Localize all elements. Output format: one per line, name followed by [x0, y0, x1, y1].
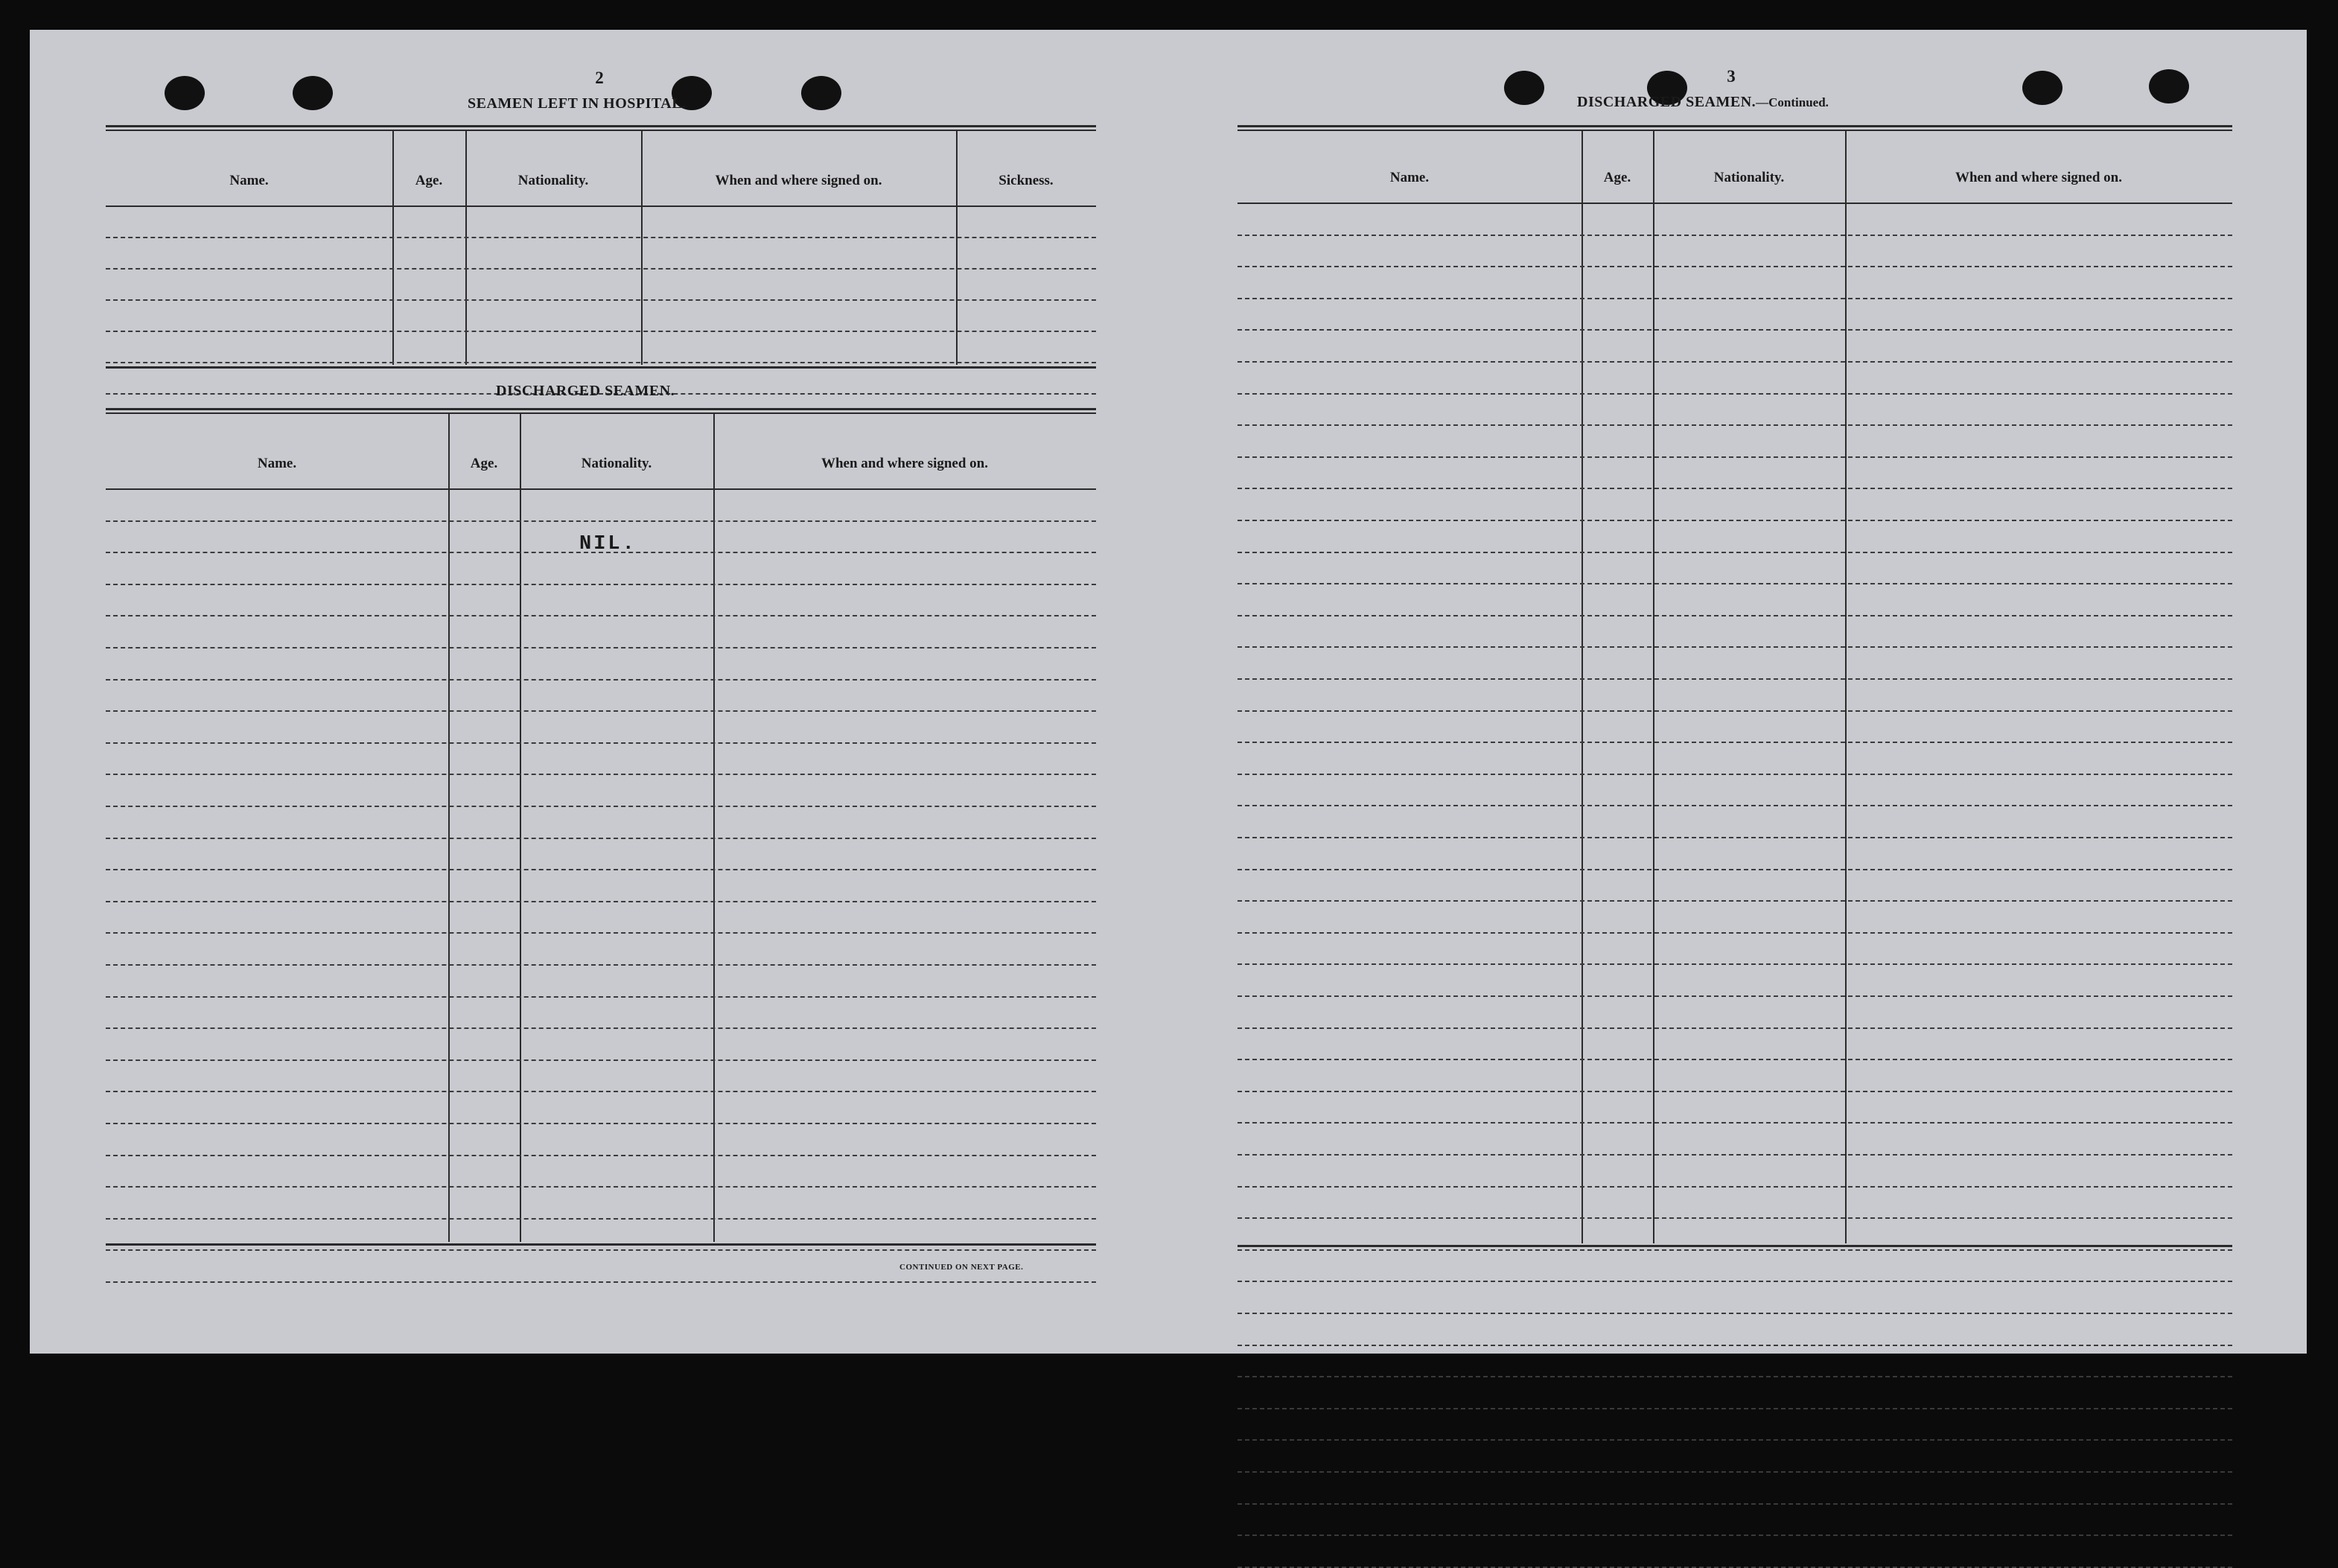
ruled-line — [1238, 678, 2232, 680]
ruled-line — [1238, 1313, 2232, 1314]
ruled-line — [1238, 424, 2232, 426]
ruled-line — [1238, 1027, 2232, 1029]
page-number: 3 — [1727, 67, 1736, 86]
punch-hole — [1504, 71, 1544, 105]
ruled-line — [1238, 329, 2232, 331]
ruled-line — [1238, 266, 2232, 267]
ruled-line — [106, 331, 1096, 332]
document-sheet — [30, 30, 2307, 1354]
column-header-age: Age. — [1603, 170, 1631, 185]
ruled-line — [1238, 1154, 2232, 1156]
ruled-line — [106, 299, 1096, 301]
ruled-line — [106, 1027, 1096, 1029]
ruled-line — [1238, 1503, 2232, 1505]
ruled-line — [106, 1059, 1096, 1061]
punch-hole — [293, 76, 333, 110]
ruled-line — [106, 268, 1096, 270]
ruled-line — [106, 838, 1096, 839]
column-header-nationality: Nationality. — [517, 173, 589, 188]
ruled-line — [1238, 646, 2232, 648]
ruled-line — [1238, 1408, 2232, 1409]
ruled-line — [106, 710, 1096, 712]
ruled-line — [106, 1218, 1096, 1220]
ruled-line — [1238, 488, 2232, 489]
ruled-line — [1238, 552, 2232, 553]
ruled-line — [1238, 298, 2232, 299]
ruled-line — [106, 742, 1096, 744]
ruled-line — [106, 615, 1096, 616]
ruled-line — [106, 774, 1096, 775]
ruled-line — [1238, 1439, 2232, 1441]
ruled-line — [1238, 1345, 2232, 1346]
ruled-line — [1238, 837, 2232, 838]
ruled-line — [106, 932, 1096, 934]
column-header-when-where: When and where signed on. — [821, 456, 988, 471]
column-header-name: Name. — [1389, 170, 1430, 185]
continued-label: —Continued. — [1756, 95, 1829, 109]
ruled-line — [106, 362, 1096, 363]
discharged-table — [106, 408, 1126, 1301]
ruled-line — [106, 237, 1096, 238]
page-number: 2 — [595, 68, 604, 87]
ruled-line — [1238, 1091, 2232, 1092]
continued-footer: CONTINUED ON NEXT PAGE. — [899, 1263, 1024, 1272]
ruled-line — [106, 552, 1096, 553]
discharged-section-title: DISCHARGED SEAMEN. — [496, 383, 675, 399]
column-header-when-where: When and where signed on. — [715, 173, 882, 188]
punch-hole — [801, 76, 841, 110]
column-header-sickness: Sickness. — [998, 173, 1054, 188]
nil-entry: NIL. — [579, 533, 637, 555]
ruled-line — [1238, 1471, 2232, 1473]
ruled-line — [1238, 1217, 2232, 1219]
ruled-line — [1238, 615, 2232, 616]
ruled-line — [1238, 774, 2232, 775]
ruled-line — [1238, 1281, 2232, 1282]
ruled-line — [1238, 1186, 2232, 1188]
ruled-line — [1238, 520, 2232, 521]
column-header-name: Name. — [257, 456, 297, 471]
punch-hole — [165, 76, 205, 110]
ruled-line — [1238, 393, 2232, 395]
ruled-line — [106, 869, 1096, 870]
ruled-line — [1238, 235, 2232, 236]
ruled-line — [1238, 995, 2232, 997]
ruled-line — [106, 1091, 1096, 1092]
section-title: DISCHARGED SEAMEN. — [1577, 94, 1756, 110]
ruled-line — [106, 679, 1096, 681]
column-header-nationality: Nationality. — [1713, 170, 1785, 185]
ruled-line — [1238, 963, 2232, 965]
ruled-line — [106, 520, 1096, 522]
ruled-line — [106, 1123, 1096, 1124]
ruled-line — [1238, 710, 2232, 712]
column-header-age: Age. — [415, 173, 443, 188]
column-header-nationality: Nationality. — [581, 456, 652, 471]
ruled-line — [1238, 583, 2232, 584]
discharged-continued-title — [1577, 94, 1829, 111]
ruled-line — [106, 964, 1096, 966]
column-header-when-where: When and where signed on. — [1955, 170, 2122, 185]
ruled-line — [1238, 932, 2232, 934]
ruled-line — [1238, 1059, 2232, 1060]
ruled-line — [106, 1155, 1096, 1156]
ruled-line — [1238, 361, 2232, 363]
ruled-line — [106, 584, 1096, 585]
ruled-line — [1238, 1376, 2232, 1377]
ruled-line — [106, 1249, 1096, 1251]
hospital-section-title: SEAMEN LEFT IN HOSPITAL. — [468, 95, 687, 112]
discharged-continued-table — [1238, 125, 2265, 1301]
ruled-line — [1238, 869, 2232, 870]
ruled-line — [106, 1281, 1096, 1283]
punch-hole — [2149, 69, 2189, 103]
ruled-line — [1238, 456, 2232, 458]
ruled-line — [106, 996, 1096, 998]
ruled-line — [1238, 1249, 2232, 1251]
ruled-line — [106, 901, 1096, 902]
hospital-table — [106, 125, 1126, 409]
column-header-name: Name. — [229, 173, 269, 188]
ruled-line — [106, 647, 1096, 648]
ruled-line — [1238, 1534, 2232, 1536]
ruled-line — [1238, 900, 2232, 902]
ruled-line — [106, 1186, 1096, 1188]
ruled-line — [1238, 805, 2232, 806]
column-header-age: Age. — [470, 456, 498, 471]
ruled-line — [1238, 1567, 2232, 1568]
ruled-line — [1238, 1122, 2232, 1124]
ruled-line — [106, 806, 1096, 807]
ruled-line — [1238, 742, 2232, 743]
punch-hole — [2022, 71, 2063, 105]
